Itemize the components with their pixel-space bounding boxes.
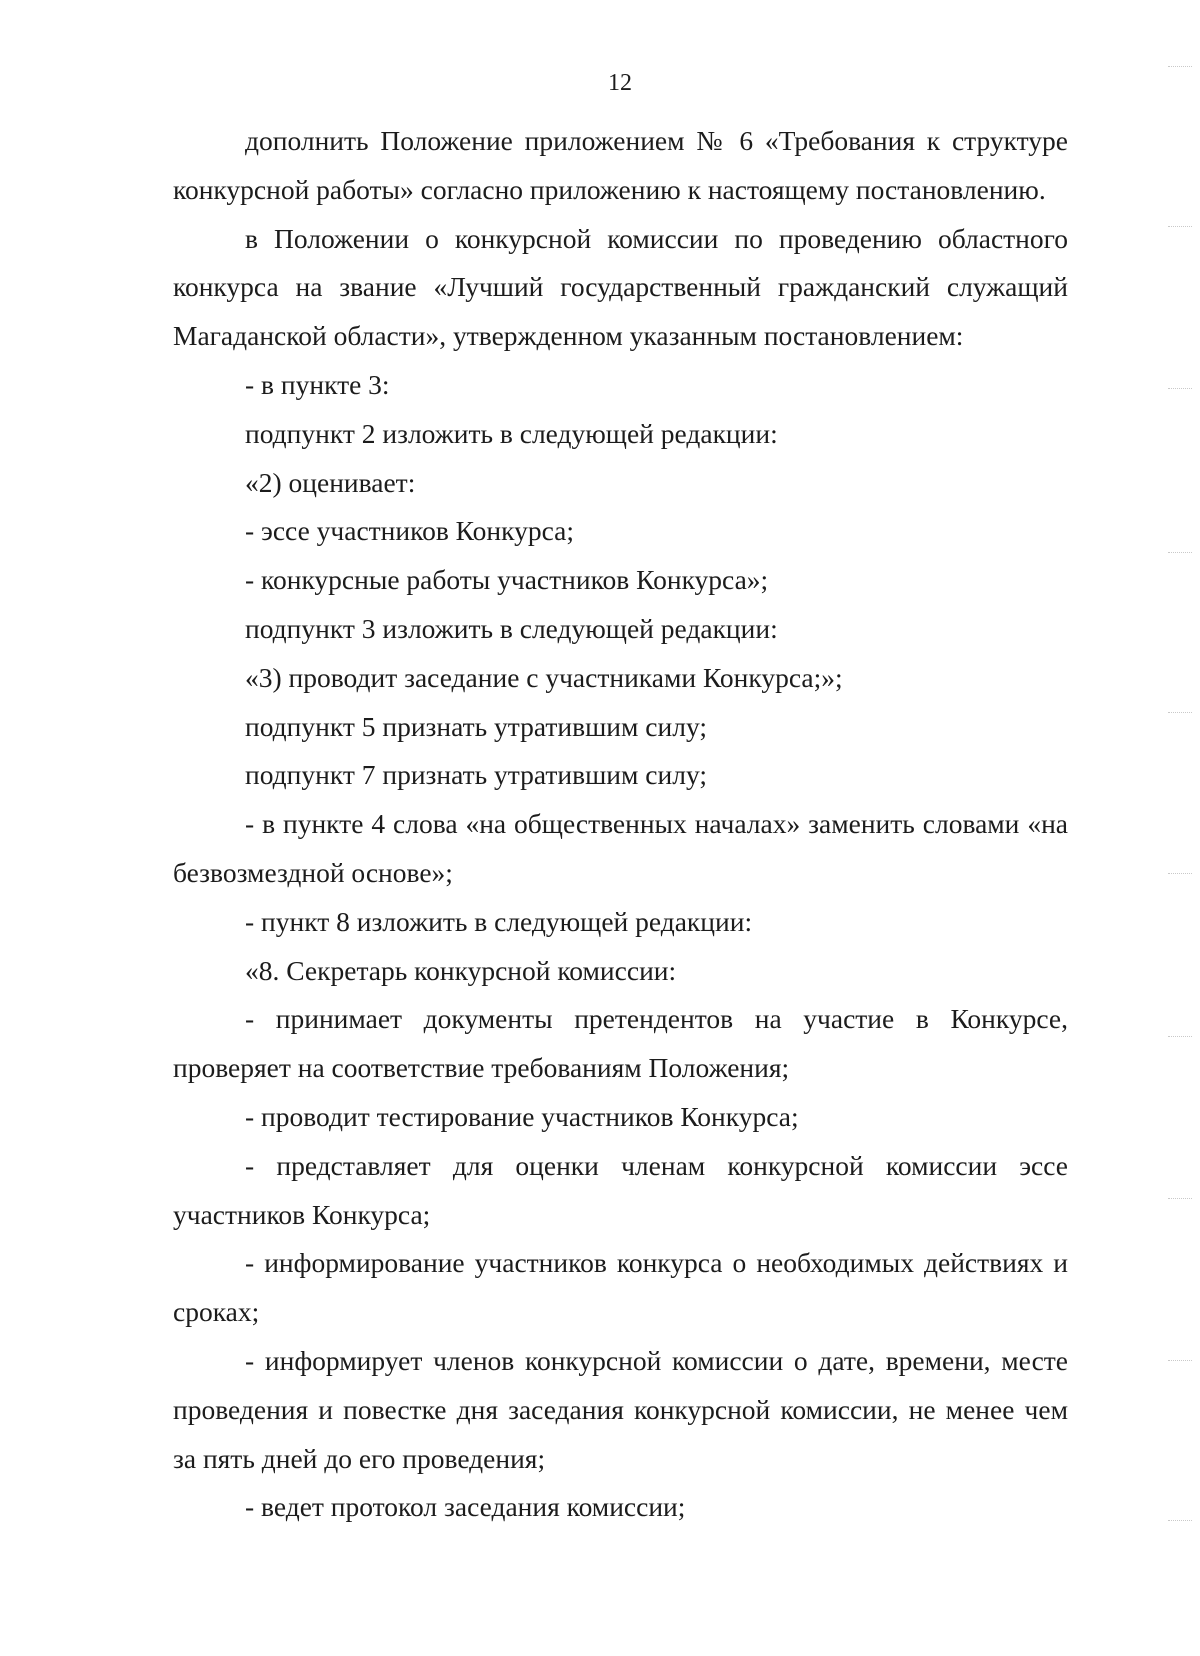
- paragraph: «3) проводит заседание с участниками Конкурса;»;: [245, 661, 843, 693]
- scan-artifact: [1168, 1198, 1192, 1199]
- scan-artifact: [1168, 1360, 1192, 1361]
- paragraph: - ведет протокол заседания комиссии;: [245, 1491, 686, 1523]
- document-body: [173, 117, 1068, 1532]
- paragraph: - в пункте 3:: [245, 368, 390, 400]
- scan-artifact: [1168, 1036, 1192, 1037]
- paragraph: - эссе участников Конкурса;: [245, 515, 574, 547]
- paragraph: подпункт 3 изложить в следующей редакции:: [245, 612, 778, 644]
- paragraph: - информирует членов конкурсной комиссии о дате, времени, месте проведения и повестке дня заседания конкурсной комиссии, не менее чем за пять дней до его проведения;: [173, 1344, 1068, 1474]
- scan-artifact: [1168, 552, 1192, 553]
- scan-artifact: [1168, 226, 1192, 227]
- paragraph: подпункт 5 признать утратившим силу;: [245, 710, 707, 742]
- scan-artifact: [1168, 66, 1192, 67]
- paragraph: в Положении о конкурсной комиссии по проведению областного конкурса на звание «Лучший государственный гражданский служащий Магаданской области», утвержденном указанным постановлением:: [173, 222, 1068, 352]
- paragraph: «8. Секретарь конкурсной комиссии:: [245, 954, 677, 986]
- scan-artifact: [1168, 712, 1192, 713]
- paragraph: - информирование участников конкурса о необходимых действиях и сроках;: [173, 1247, 1068, 1328]
- paragraph: - в пункте 4 слова «на общественных началах» заменить словами «на безвозмездной основе»;: [173, 808, 1068, 888]
- paragraph: подпункт 7 признать утратившим силу;: [245, 759, 707, 791]
- scan-artifact: [1168, 388, 1192, 389]
- paragraph: - пункт 8 изложить в следующей редакции:: [245, 905, 753, 937]
- paragraph: - проводит тестирование участников Конкурса;: [245, 1100, 799, 1132]
- paragraph: дополнить Положение приложением № 6 «Требования к структуре конкурсной работы» согласно приложению к настоящему постановлению.: [173, 125, 1068, 205]
- paragraph: - принимает документы претендентов на участие в Конкурсе, проверяет на соответствие требованиям Положения;: [173, 1003, 1068, 1084]
- paragraph: подпункт 2 изложить в следующей редакции:: [245, 417, 778, 449]
- scan-artifact: [1168, 873, 1192, 874]
- scan-artifact: [1168, 1520, 1192, 1521]
- paragraph: - конкурсные работы участников Конкурса»;: [245, 564, 769, 596]
- paragraph: - представляет для оценки членам конкурсной комиссии эссе участников Конкурса;: [173, 1149, 1068, 1230]
- paragraph: «2) оценивает:: [245, 466, 416, 498]
- page-number: 12: [608, 70, 632, 96]
